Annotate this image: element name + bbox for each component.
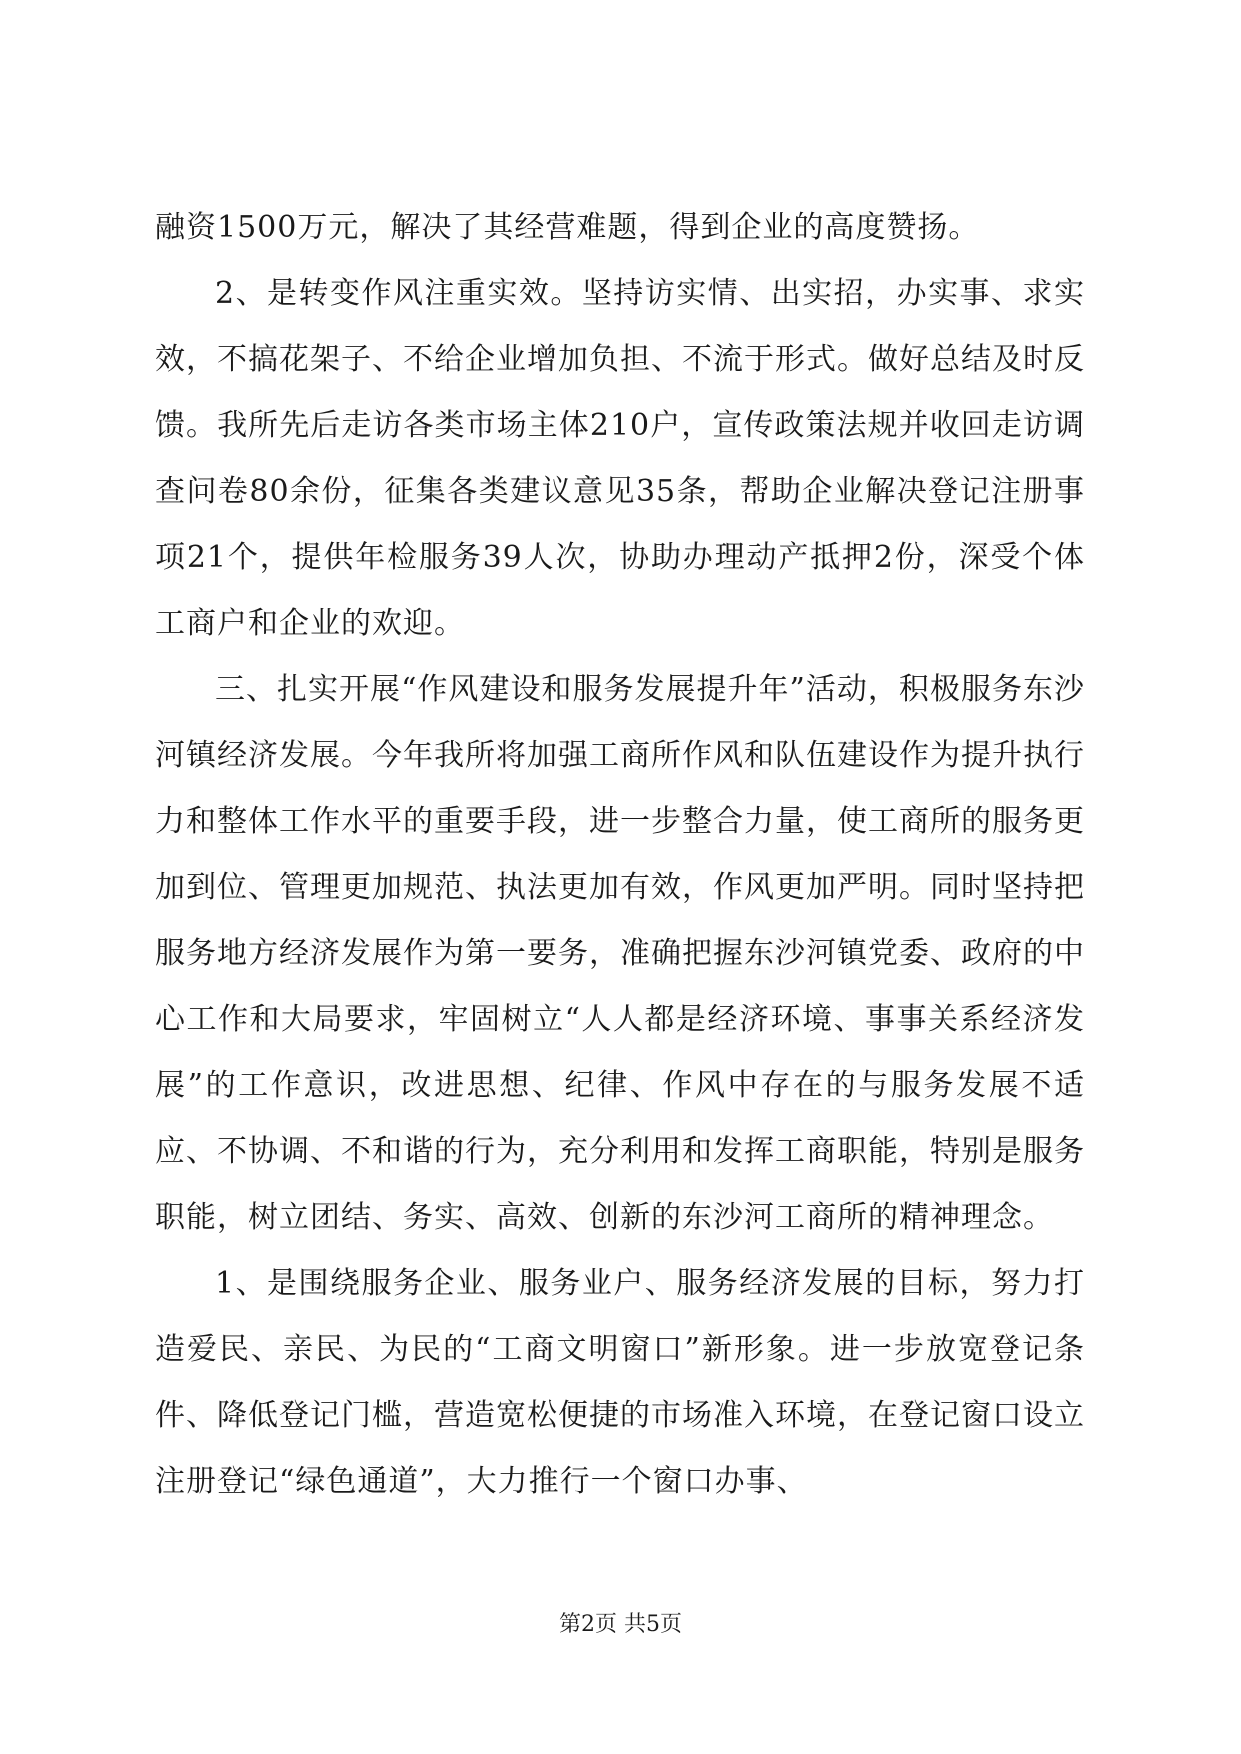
page-number-footer: 第2页 共5页 — [559, 1612, 682, 1637]
paragraph-item-2: 2、是转变作风注重实效。坚持访实情、出实招，办实事、求实效，不搞花架子、不给企业增加负担、不流于形式。做好总结及时反馈。我所先后走访各类市场主体210户，宣传政策法规并收回走访调查问卷80余份，征集各类建议意见35条，帮助企业解决登记注册事项21个，提供年检服务39人次，协助办理动产抵押2份，深受个体工商户和企业的欢迎。 — [155, 276, 1085, 641]
paragraph-continuation: 融资1500万元，解决了其经营难题，得到企业的高度赞扬。 — [155, 210, 980, 245]
paragraph-section-3: 三、扎实开展“作风建设和服务发展提升年”活动，积极服务东沙河镇经济发展。今年我所将加强工商所作风和队伍建设作为提升执行力和整体工作水平的重要手段，进一步整合力量，使工商所的服务更加到位、管理更加规范、执法更加有效，作风更加严明。同时坚持把服务地方经济发展作为第一要务，准确把握东沙河镇党委、政府的中心工作和大局要求，牢固树立“人人都是经济环境、事事关系经济发展”的工作意识，改进思想、纪律、作风中存在的与服务发展不适应、不协调、不和谐的行为，充分利用和发挥工商职能，特别是服务职能，树立团结、务实、高效、创新的东沙河工商所的精神理念。 — [155, 672, 1085, 1235]
paragraph-item-1: 1、是围绕服务企业、服务业户、服务经济发展的目标，努力打造爱民、亲民、为民的“工商文明窗口”新形象。进一步放宽登记条件、降低登记门槛，营造宽松便捷的市场准入环境，在登记窗口设立注册登记“绿色通道”，大力推行一个窗口办事、 — [155, 1266, 1085, 1499]
document-body — [155, 195, 1085, 1515]
